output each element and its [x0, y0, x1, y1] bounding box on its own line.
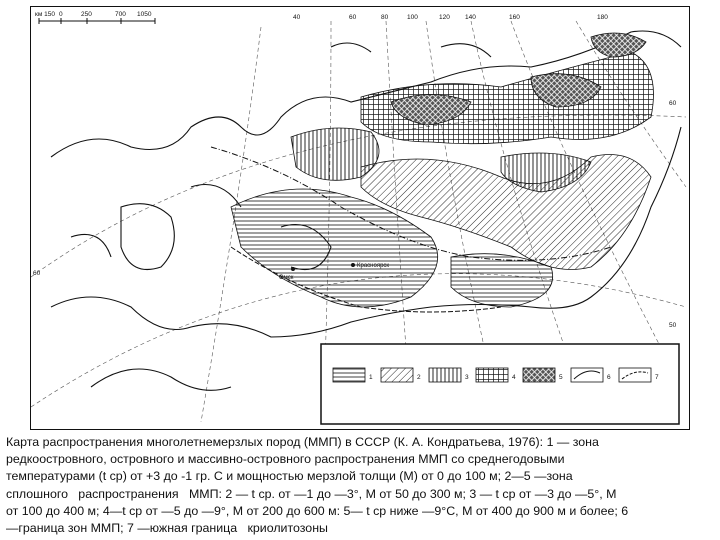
legend-number-6: 6	[607, 374, 611, 381]
permafrost-map	[31, 7, 688, 428]
zone-3	[291, 128, 379, 180]
legend-number-1: 1	[369, 374, 373, 381]
caption-line-3: температурами (t ср) от +3 до -1 гр. С и мощностью мерзлой толщи (М) от 0 до 100 м; 2—5 —зона	[6, 469, 573, 484]
city-label-krasnoyarsk: Красноярск	[357, 263, 390, 269]
caption-line-4: сплошного распространения ММП: 2 — t ср. от —1 до —3°, М от 50 до 300 м; 3 — t ср от —3 до —5°, М	[6, 486, 617, 501]
map-frame	[30, 6, 690, 430]
scale-label-km: км 150	[35, 11, 55, 18]
meridian-label-120: 120	[439, 14, 450, 21]
meridian-label-100: 100	[407, 14, 418, 21]
caption-line-5: от 100 до 400 м; 4—t ср от —5 до —9°, М от 200 до 600 м: 5— t ср ниже —9°С, М от 400 до 900 м и более; 6	[6, 503, 629, 518]
map-caption	[6, 434, 716, 537]
legend-number-2: 2	[417, 374, 421, 381]
zone-5-islands	[591, 33, 646, 57]
city-label-omsk: Омск	[279, 275, 294, 281]
scale-label-700: 700	[115, 11, 126, 18]
scale-label-0: 0	[59, 11, 63, 18]
permafrost-zones	[231, 33, 654, 307]
meridian-label-180: 180	[597, 14, 608, 21]
parallel-label-left: 60	[33, 270, 41, 277]
scale-label-250: 250	[81, 11, 92, 18]
scale-label-1050: 1050	[137, 11, 152, 18]
legend	[321, 344, 679, 424]
legend-number-4: 4	[512, 374, 516, 381]
meridian-label-80: 80	[381, 14, 389, 21]
legend-number-5: 5	[559, 374, 563, 381]
parallel-label-50: 50	[669, 322, 677, 329]
legend-number-7: 7	[655, 374, 659, 381]
caption-line-1: Карта распространения многолетнемерзлых пород (ММП) в СССР (К. А. Кондратьева, 1976): 1 — зона	[6, 435, 599, 449]
caption-line-2: редкоостровного, островного и массивно-островного распространения ММП со среднегодовыми	[6, 452, 565, 467]
scale-bar	[35, 11, 155, 24]
meridian-label-140: 140	[465, 14, 476, 21]
parallel-label-right: 60	[669, 100, 677, 107]
legend-number-3: 3	[465, 374, 469, 381]
meridian-label-40: 40	[293, 14, 301, 21]
caption-line-6: —граница зон ММП; 7 —южная граница криолитозоны	[6, 521, 328, 536]
meridian-label-160: 160	[509, 14, 520, 21]
meridian-label-60: 60	[349, 14, 357, 21]
